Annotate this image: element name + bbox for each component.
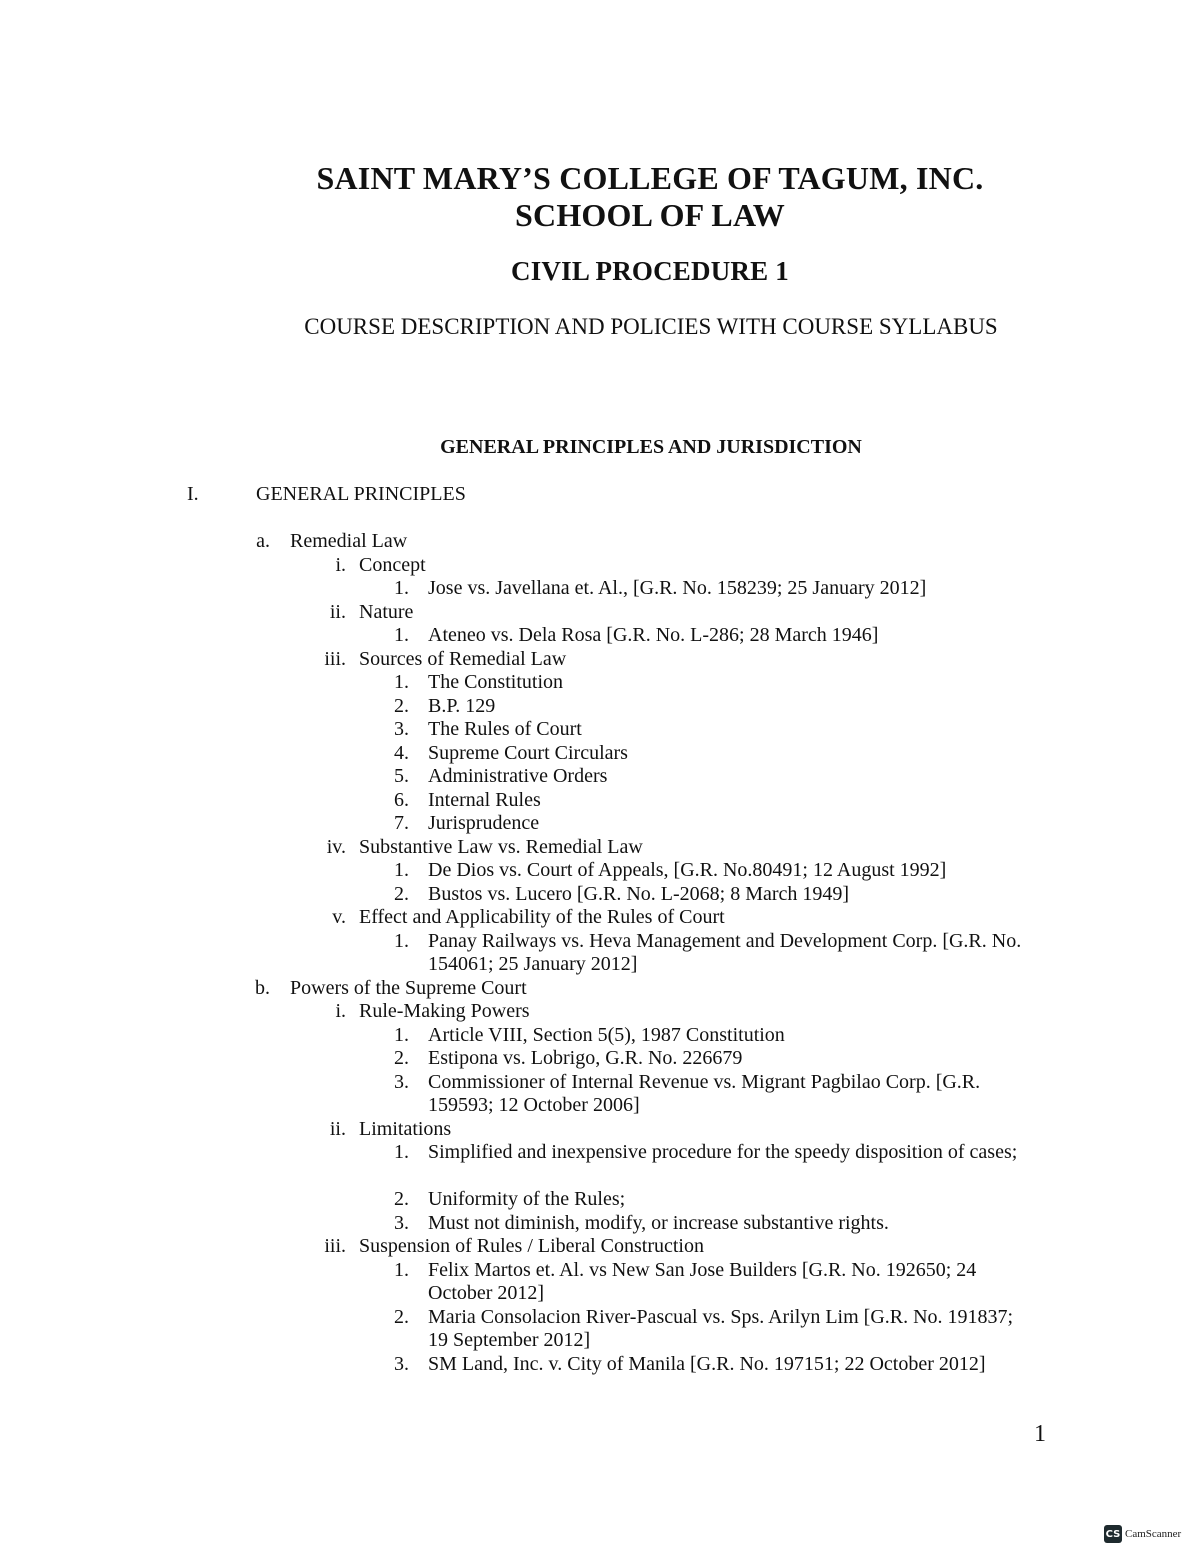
outline-item-text: B.P. 129	[428, 694, 496, 717]
outline-item-label: 3.	[394, 1352, 409, 1375]
outline-item	[0, 812, 1200, 836]
outline-item	[0, 1071, 1200, 1118]
outline-item-text: Panay Railways vs. Heva Management and Development Corp. [G.R. No. 154061; 25 January 2012]	[428, 929, 1022, 975]
outline-item	[0, 1306, 1200, 1353]
outline-item-text: Jurisprudence	[428, 812, 540, 834]
outline-item-text: Remedial Law	[290, 530, 408, 552]
outline-item-label: 7.	[394, 812, 409, 834]
outline-item-label: 2.	[394, 1047, 409, 1069]
outline-item-label: 2.	[394, 1305, 409, 1328]
outline-item	[0, 977, 1200, 1001]
outline-item-label: i.	[335, 553, 346, 576]
outline-item-text: Nature	[359, 600, 414, 623]
outline-item-label: 1.	[394, 1258, 409, 1281]
outline-item-label: 2.	[394, 694, 409, 717]
outline-item	[0, 1188, 1200, 1212]
outline-item-label: iv.	[326, 835, 346, 858]
outline-item	[0, 1024, 1200, 1048]
outline-item-text: Powers of the Supreme Court	[290, 976, 527, 999]
outline-item-label: 1.	[394, 1023, 409, 1046]
outline-item-label: ii.	[329, 600, 346, 623]
outline-item-text: Administrative Orders	[428, 765, 608, 787]
page-number: 1	[1034, 1421, 1046, 1447]
roman-section-title: GENERAL PRINCIPLES	[256, 483, 466, 505]
outline-item-label: 3.	[394, 1070, 409, 1093]
outline-item-label: 3.	[394, 1211, 409, 1234]
department-name: SCHOOL OF LAW	[515, 197, 785, 233]
syllabus-outline	[0, 530, 1200, 1376]
outline-item	[0, 695, 1200, 719]
outline-item	[0, 1141, 1200, 1188]
outline-item	[0, 1000, 1200, 1024]
outline-item-label: iii.	[324, 647, 346, 670]
outline-item-text: Effect and Applicability of the Rules of Court	[359, 906, 725, 928]
outline-item	[0, 530, 1200, 554]
outline-item-text: De Dios vs. Court of Appeals, [G.R. No.80491; 12 August 1992]	[428, 859, 947, 881]
outline-item-text: Simplified and inexpensive procedure for the speedy disposition of cases;	[428, 1141, 1018, 1163]
outline-item	[0, 624, 1200, 648]
school-name: SAINT MARY’S COLLEGE OF TAGUM, INC.	[316, 160, 984, 196]
outline-item	[0, 1212, 1200, 1236]
camscanner-text: CamScanner	[1125, 1528, 1182, 1540]
outline-item-text: Ateneo vs. Dela Rosa [G.R. No. L-286; 28 March 1946]	[428, 624, 879, 646]
outline-item-label: 2.	[394, 882, 409, 905]
outline-item	[0, 671, 1200, 695]
outline-item	[0, 930, 1200, 977]
outline-item-label: 1.	[394, 859, 409, 881]
outline-item-label: ii.	[329, 1117, 346, 1140]
outline-item-text: SM Land, Inc. v. City of Manila [G.R. No. 197151; 22 October 2012]	[428, 1352, 986, 1375]
outline-item-label: 1.	[394, 671, 409, 693]
outline-item-label: 1.	[394, 1141, 409, 1163]
outline-item	[0, 836, 1200, 860]
outline-item-text: Jose vs. Javellana et. Al., [G.R. No. 158239; 25 January 2012]	[428, 577, 927, 599]
outline-item	[0, 577, 1200, 601]
outline-item	[0, 789, 1200, 813]
outline-item	[0, 554, 1200, 578]
outline-item-text: Internal Rules	[428, 788, 541, 811]
outline-item-label: a.	[256, 530, 270, 552]
outline-item-text: Concept	[359, 553, 426, 576]
course-description: COURSE DESCRIPTION AND POLICIES WITH COURSE SYLLABUS	[304, 314, 998, 339]
outline-item-text: Must not diminish, modify, or increase substantive rights.	[428, 1211, 889, 1234]
outline-item	[0, 601, 1200, 625]
outline-item	[0, 1118, 1200, 1142]
outline-item-text: Sources of Remedial Law	[359, 647, 567, 670]
outline-item	[0, 859, 1200, 883]
outline-item-label: 3.	[394, 718, 409, 740]
outline-item-text: Bustos vs. Lucero [G.R. No. L-2068; 8 March 1949]	[428, 882, 850, 905]
outline-item	[0, 1235, 1200, 1259]
outline-item	[0, 1047, 1200, 1071]
course-title: CIVIL PROCEDURE 1	[511, 256, 789, 286]
outline-item-label: iii.	[324, 1235, 346, 1257]
outline-item	[0, 1353, 1200, 1377]
outline-item-label: 2.	[394, 1188, 409, 1210]
outline-item-text: Limitations	[359, 1117, 452, 1140]
outline-item-label: 1.	[394, 624, 409, 646]
outline-item-text: Substantive Law vs. Remedial Law	[359, 835, 643, 858]
outline-item	[0, 883, 1200, 907]
outline-item-text: Maria Consolacion River-Pascual vs. Sps. Arilyn Lim [G.R. No. 191837; 19 September 2012]	[428, 1305, 1014, 1351]
outline-item	[0, 648, 1200, 672]
outline-item-text: The Rules of Court	[428, 718, 582, 740]
camscanner-logo-icon: CS	[1104, 1525, 1122, 1543]
section-heading: GENERAL PRINCIPLES AND JURISDICTION	[440, 436, 862, 458]
outline-item-label: i.	[335, 1000, 346, 1022]
outline-item-text: Supreme Court Circulars	[428, 741, 628, 764]
outline-item-text: Rule-Making Powers	[359, 1000, 530, 1022]
outline-item-text: The Constitution	[428, 671, 563, 693]
outline-item	[0, 718, 1200, 742]
outline-item-label: 1.	[394, 577, 409, 599]
outline-item	[0, 1259, 1200, 1306]
outline-item	[0, 742, 1200, 766]
outline-item	[0, 765, 1200, 789]
outline-item-label: 1.	[394, 929, 409, 952]
outline-item-text: Suspension of Rules / Liberal Construction	[359, 1235, 704, 1257]
outline-item-text: Commissioner of Internal Revenue vs. Migrant Pagbilao Corp. [G.R. 159593; 12 October 2006]	[428, 1070, 981, 1116]
outline-item-label: 4.	[394, 741, 409, 764]
outline-item-label: 6.	[394, 788, 409, 811]
roman-numeral: I.	[187, 483, 199, 505]
camscanner-watermark	[1104, 1525, 1181, 1543]
outline-item-label: 5.	[394, 765, 409, 787]
outline-item-text: Uniformity of the Rules;	[428, 1188, 626, 1210]
outline-item-text: Felix Martos et. Al. vs New San Jose Builders [G.R. No. 192650; 24 October 2012]	[428, 1258, 977, 1304]
outline-item-label: v.	[332, 906, 346, 928]
outline-item-text: Article VIII, Section 5(5), 1987 Constitution	[428, 1023, 785, 1046]
outline-item-text: Estipona vs. Lobrigo, G.R. No. 226679	[428, 1047, 743, 1069]
outline-item	[0, 906, 1200, 930]
outline-item-label: b.	[255, 976, 270, 999]
